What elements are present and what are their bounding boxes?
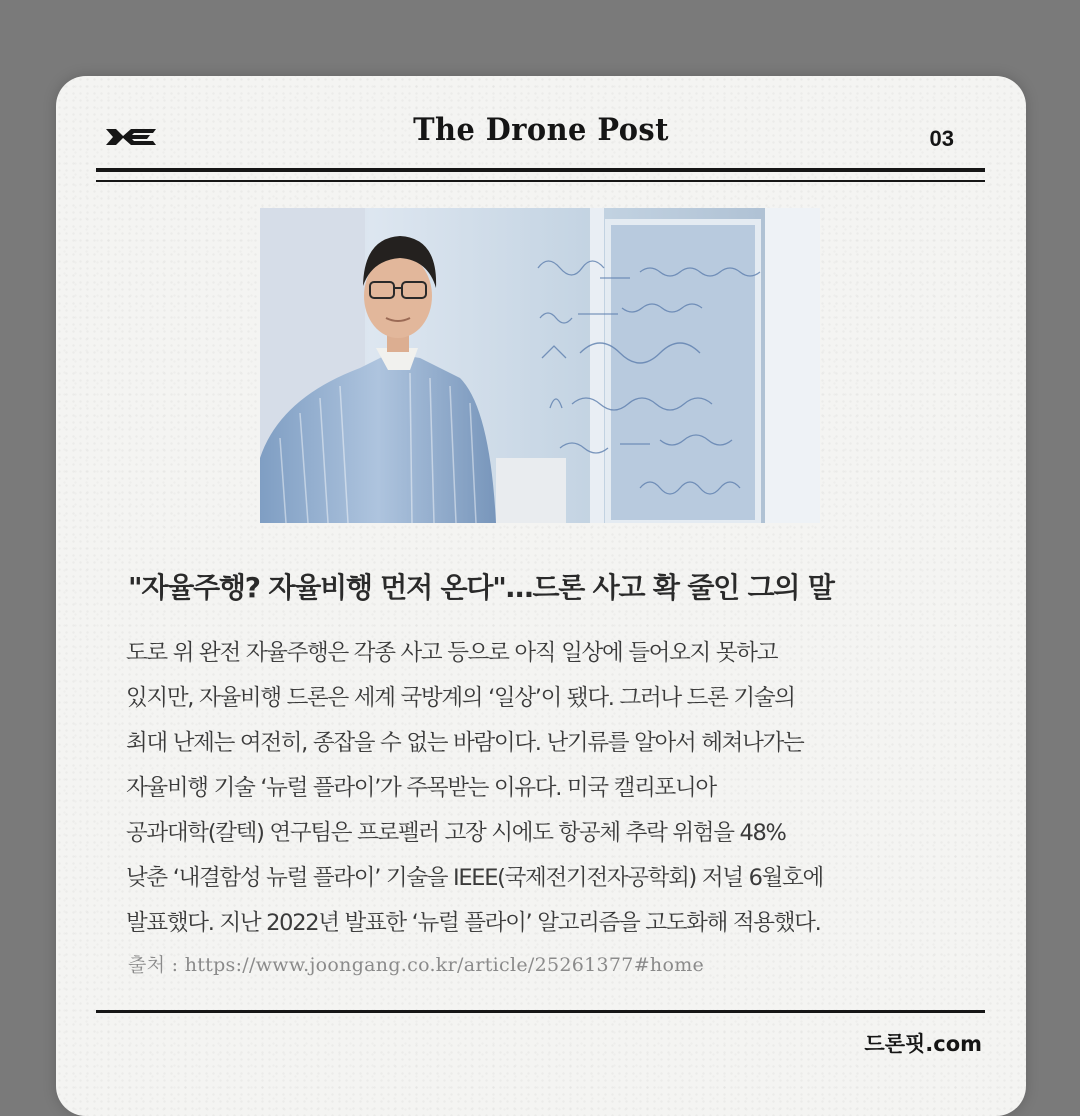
article-body [126, 631, 986, 946]
article-body-line: 최대 난제는 여전히, 종잡을 수 없는 바람이다. 난기류를 알아서 헤쳐나가는 [126, 730, 804, 756]
page-number: 03 [929, 126, 954, 151]
article-headline: "자율주행? 자율비행 먼저 온다"…드론 사고 확 줄인 그의 말 [128, 571, 834, 604]
footer-rule [96, 1010, 985, 1013]
article-body-line: 공과대학(칼텍) 연구팀은 프로펠러 고장 시에도 항공체 추락 위험을 48% [126, 820, 786, 846]
header-rule-thin [96, 180, 985, 182]
article-body-line: 발표했다. 지난 2022년 발표한 ‘뉴럴 플라이’ 알고리즘을 고도화해 적용했다. [126, 910, 821, 936]
article-body-line: 자율비행 기술 ‘뉴럴 플라이’가 주목받는 이유다. 미국 캘리포니아 [126, 775, 716, 801]
article-body-line: 낮춘 ‘내결함성 뉴럴 플라이’ 기술을 IEEE(국제전기전자공학회) 저널 6월호에 [126, 865, 823, 891]
article-body-line: 도로 위 완전 자율주행은 각종 사고 등으로 아직 일상에 들어오지 못하고 [126, 640, 778, 666]
article-source: 출처 : https://www.joongang.co.kr/article/25261377#home [128, 954, 705, 976]
footer-brand: 드론핏.com [864, 1032, 982, 1056]
article-card [56, 76, 1026, 1116]
article-photo [260, 208, 820, 523]
article-body-line: 있지만, 자율비행 드론은 세계 국방계의 ‘일상’이 됐다. 그러나 드론 기술의 [126, 685, 795, 711]
header-rule-thick [96, 168, 985, 172]
masthead-title: The Drone Post [413, 112, 669, 148]
